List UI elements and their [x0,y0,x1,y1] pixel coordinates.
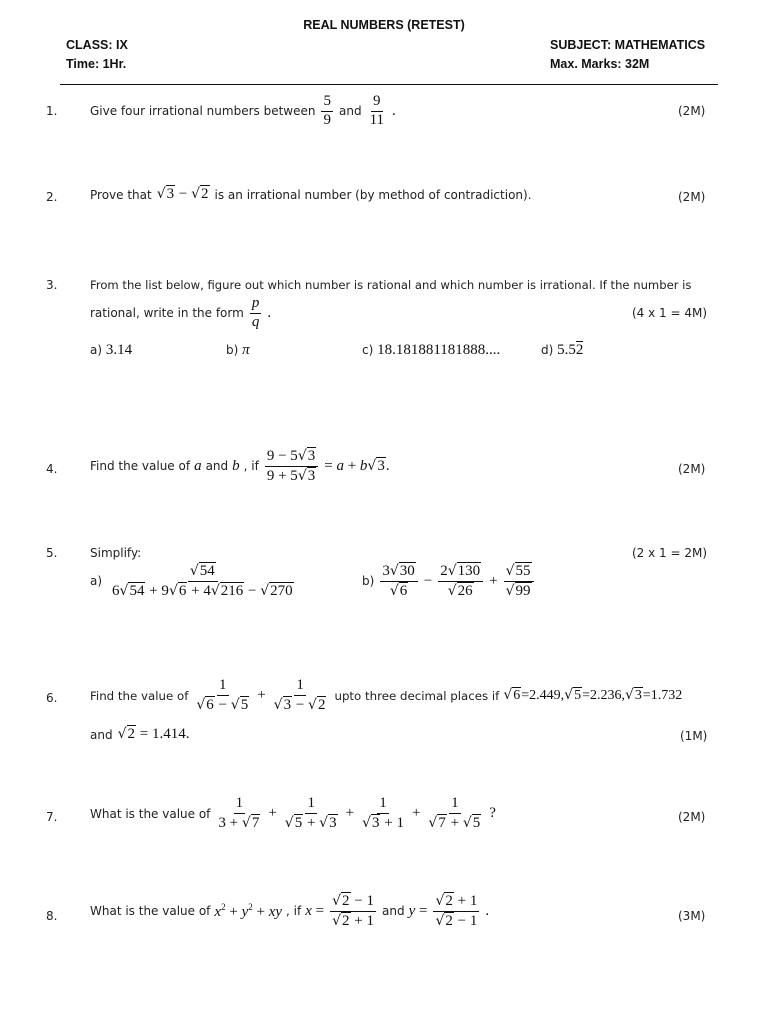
option-d-label: d) [541,343,554,357]
class-label: CLASS: IX [66,38,128,52]
question-4-number: 4. [46,462,58,476]
question-4-text-b: , if [243,459,259,474]
question-3-line-2-text: rational, write in the form [90,306,244,321]
question-1-and: and [338,104,362,119]
question-5-marks: (2 x 1 = 2M) [632,546,708,560]
question-6-text-a: Find the value of [90,688,189,703]
option-c-value: 18.181881181888.... [377,342,501,358]
option-c [362,342,500,359]
option-b-value: π [242,342,250,358]
option-b-label: b) [226,343,239,357]
fraction-q4: $\frac{9 - 5√3}{9 + 5√3}$ [265,448,318,485]
expression-sqrt3-minus-sqrt2: √3 − √2 [156,186,209,202]
fraction-q5b-3: $\frac{√55}{√99}$ [504,563,534,600]
option-a-value: 3.14 [105,342,133,358]
question-4-and: and [205,459,229,474]
question-8-if: , if [286,904,302,919]
option-d-value: 5.52 [557,342,584,358]
question-8-number: 8. [46,909,58,923]
fraction-q6-2: $\frac{1}{√3 - √2}$ [273,677,326,713]
question-5-number: 5. [46,546,58,560]
fraction-5-9: $\frac{5}{9}$ [323,93,331,128]
question-8-and: and [382,904,405,919]
option-d [541,342,583,359]
page-title: REAL NUMBERS (RETEST) [303,18,465,32]
question-4: Find the value of a and b , if $\frac{9 - 5√3}{9 + 5√3}$ = a + b√3. [90,448,390,484]
fraction-q7-4: $\frac{1}{√7 + √5}$ [428,795,481,831]
question-3-number: 3. [46,278,58,292]
fraction-q5b-2: $\frac{2√130}{√26}$ [438,563,483,600]
question-5b: b) $\frac{3√30}{√6}$ − $\frac{2√130}{√26}$ + $\frac{√55}{√99}$ [362,563,536,600]
question-6: Find the value of $\frac{1}{√6 - √5}$ + $\frac{1}{√3 - √2}$ upto three decimal places if √6=2.449,√5=2.236,√3=1.732 [90,677,683,713]
question-2-text-b: is an irrational number (by method of contradiction). [214,187,532,202]
question-5b-label: b) [362,574,375,589]
question-1-marks: (2M) [678,104,706,118]
question-5a-label: a) [90,574,103,589]
question-7: What is the value of $\frac{1}{3 + √7}$ + $\frac{1}{√5 + √3}$ + $\frac{1}{√3 + 1}$ + $\frac{1}{√7 + √5}$ ? [90,795,496,831]
question-7-marks: (2M) [678,810,706,824]
max-marks-label: Max. Marks: 32M [550,57,650,71]
question-6-number: 6. [46,691,58,705]
question-6-marks: (1M) [680,729,708,743]
question-1-number: 1. [46,104,58,118]
question-6-and: and [90,727,113,742]
option-a [90,342,132,359]
fraction-q7-1: $\frac{1}{3 + √7}$ [218,795,260,831]
question-5-text: Simplify: [90,546,142,560]
fraction-q7-3: $\frac{1}{√3 + 1}$ [362,795,404,831]
question-3-line-2: rational, write in the form $\frac{p}{q}$ . [90,295,272,330]
time-label: Time: 1Hr. [66,57,127,71]
question-4-text-a: Find the value of [90,459,191,474]
fraction-q6-1: $\frac{1}{√6 - √5}$ [196,677,249,713]
option-c-label: c) [362,343,374,357]
question-2-number: 2. [46,190,58,204]
question-8-marks: (3M) [678,909,706,923]
option-a-label: a) [90,343,103,357]
fraction-q5a: $\frac{√54}{6√54 + 9√6 + 4√216 - √270}$ [112,563,293,599]
question-2 [90,186,532,203]
question-2-marks: (2M) [678,190,706,204]
fraction-p-q: $\frac{p}{q}$ [251,295,260,330]
fraction-q8-x: $\frac{√2 - 1}{√2 + 1}$ [332,893,374,929]
question-8-text: What is the value of [90,904,211,919]
question-5a [90,563,298,600]
question-7-text: What is the value of [90,806,211,821]
question-3-line-1: From the list below, figure out which number is rational and which number is irrational. If the number is [90,278,692,292]
question-7-number: 7. [46,810,58,824]
option-b [226,342,250,359]
question-8: What is the value of $x^2 + y^2$ + xy , if x = $\frac{√2 - 1}{√2 + 1}$ and y = $\frac{√2 + 1}{√2 - 1}$ . [90,893,490,929]
fraction-9-11: $\frac{9}{11}$ [369,93,385,128]
fraction-q8-y: $\frac{√2 + 1}{√2 - 1}$ [435,893,478,929]
question-1-text: Give four irrational numbers between [90,104,316,119]
question-3-marks: (4 x 1 = 4M) [632,306,708,320]
fraction-q5b-1: $\frac{3√30}{√6}$ [380,563,417,600]
question-2-text-a: Prove that [90,187,152,202]
question-4-marks: (2M) [678,462,706,476]
question-6-text-b: upto three decimal places if [334,688,500,703]
header-divider [60,84,718,85]
subject-label: SUBJECT: MATHEMATICS [550,38,706,52]
question-1: Give four irrational numbers between $\frac{5}{9}$ and $\frac{9}{11}$ . [90,93,396,128]
fraction-q7-2: $\frac{1}{√5 + √3}$ [284,795,337,831]
question-6-line-2: and √2 = 1.414. [90,726,190,742]
